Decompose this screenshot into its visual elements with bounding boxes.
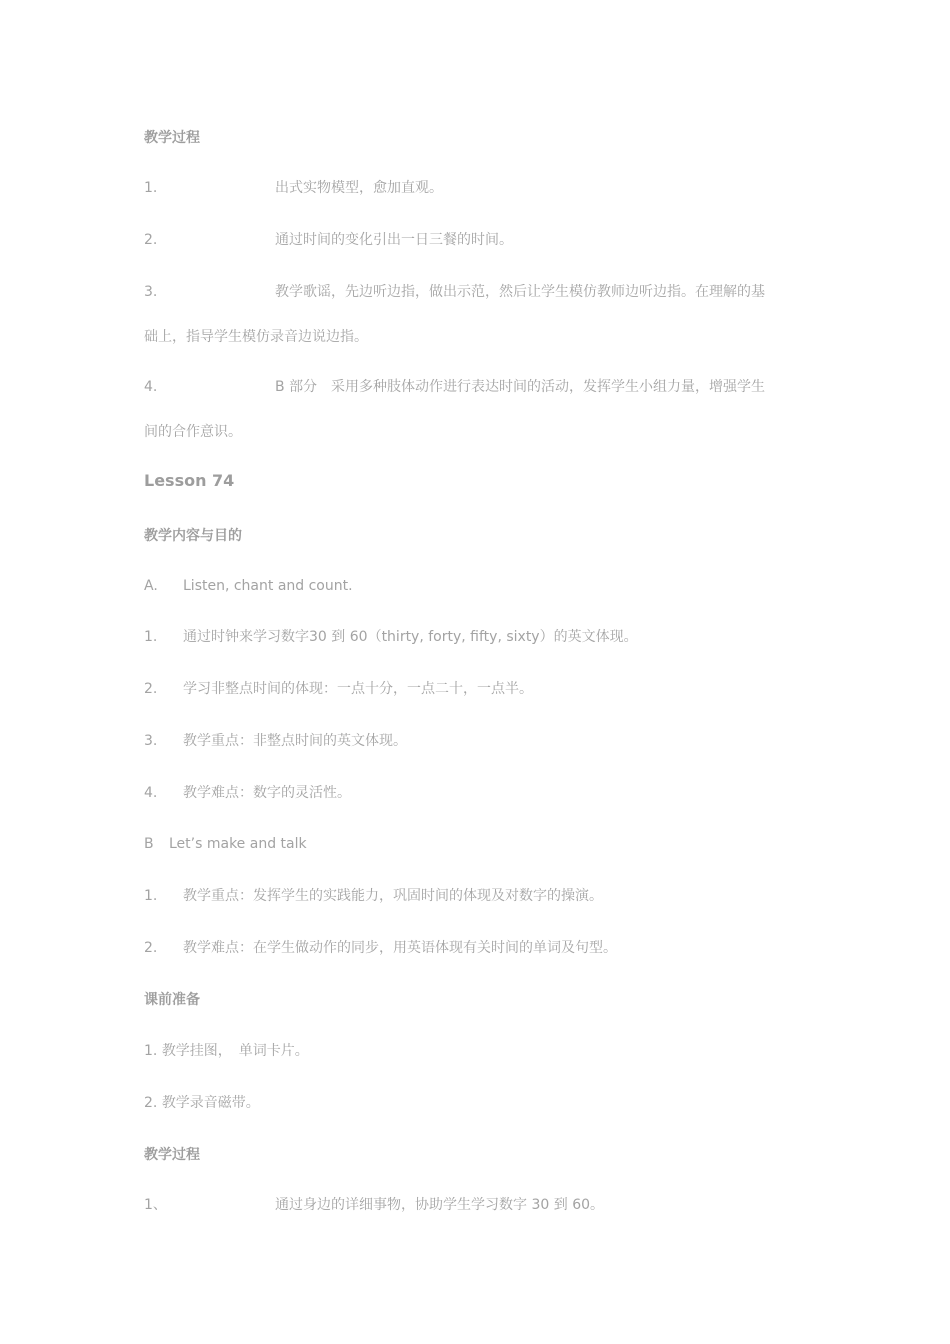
item-text: 教学难点：数字的灵活性。 [183, 785, 351, 801]
number-30: 30 [309, 629, 327, 645]
item-text: 通过时间的变化引出一日三餐的时间。 [275, 232, 513, 248]
item-text: 出式实物模型，愈加直观。 [275, 180, 443, 196]
item-number: A. [144, 578, 158, 594]
item-number: 2. [144, 681, 158, 697]
number-60: 60 [572, 1197, 591, 1213]
item-text-to: 到 [553, 1197, 568, 1213]
lesson-title: Lesson 74 [144, 471, 235, 490]
process-item-4 [144, 377, 765, 397]
part-a-heading [144, 576, 353, 596]
item-text-pre: 通过身边的详细事物，协助学生学习数字 [275, 1197, 527, 1213]
item-number: 1. [144, 888, 158, 904]
content-item-2 [144, 679, 533, 699]
item-number: 2. [144, 232, 158, 248]
prep-item-1 [144, 1041, 309, 1061]
item-text: 部分 采用多种肢体动作进行表达时间的活动，发挥学生小组力量，增强学生 [289, 379, 766, 395]
item-text: 教学挂图， 单词卡片。 [161, 1043, 309, 1059]
process-item-2 [144, 230, 513, 250]
item-number: 3. [144, 284, 158, 300]
section-heading-prep: 课前准备 [144, 992, 200, 1008]
process2-item-1 [144, 1195, 604, 1215]
item-number: 4. [144, 785, 158, 801]
item-text-to: 到 [331, 629, 346, 645]
item-number: 2. [144, 1095, 158, 1111]
process-item-3-continuation: 础上，指导学生模仿录音边说边指。 [144, 329, 368, 345]
item-number: 3. [144, 733, 158, 749]
number-words: thirty, forty, fifty, sixty [381, 629, 540, 645]
process-item-4-continuation: 间的合作意识。 [144, 424, 242, 440]
content-item-3 [144, 731, 407, 751]
part-b-item-2 [144, 938, 617, 958]
item-number: 1、 [144, 1197, 167, 1213]
process-item-3 [144, 282, 765, 302]
number-60: 60 [349, 629, 368, 645]
content-item-1 [144, 627, 638, 647]
prep-item-2 [144, 1093, 260, 1113]
item-number: 4. [144, 379, 158, 395]
item-text: 教学重点：发挥学生的实践能力，巩固时间的体现及对数字的操演。 [183, 888, 603, 904]
item-number: 1. [144, 1043, 158, 1059]
number-30: 30 [531, 1197, 550, 1213]
item-number: 1. [144, 180, 158, 196]
section-heading-content: 教学内容与目的 [144, 528, 242, 544]
section-heading-process-2: 教学过程 [144, 1147, 200, 1163]
item-number: B [144, 836, 154, 852]
item-text: 教学歌谣，先边听边指，做出示范，然后让学生模仿教师边听边指。在理解的基 [275, 284, 765, 300]
item-text-post: ）的英文体现。 [539, 629, 638, 645]
item-number: 1. [144, 629, 158, 645]
section-heading-process: 教学过程 [144, 130, 200, 146]
item-text: 学习非整点时间的体现：一点十分，一点二十，一点半。 [183, 681, 533, 697]
item-text: 教学难点：在学生做动作的同步，用英语体现有关时间的单词及句型。 [183, 940, 617, 956]
part-label: B [275, 379, 285, 395]
item-text: 教学重点：非整点时间的英文体现。 [183, 733, 407, 749]
item-text-end: 。 [590, 1197, 605, 1213]
content-item-4 [144, 783, 351, 803]
item-number: 2. [144, 940, 158, 956]
item-text-pre: 通过时钟来学习数字 [183, 629, 309, 645]
item-text: Listen, chant and count. [183, 578, 353, 594]
process-item-1 [144, 178, 443, 198]
part-b-heading [144, 834, 307, 854]
item-text: 教学录音磁带。 [161, 1095, 260, 1111]
part-b-item-1 [144, 886, 603, 906]
item-text: Let’s make and talk [169, 836, 307, 852]
paren-open: （ [367, 629, 382, 645]
